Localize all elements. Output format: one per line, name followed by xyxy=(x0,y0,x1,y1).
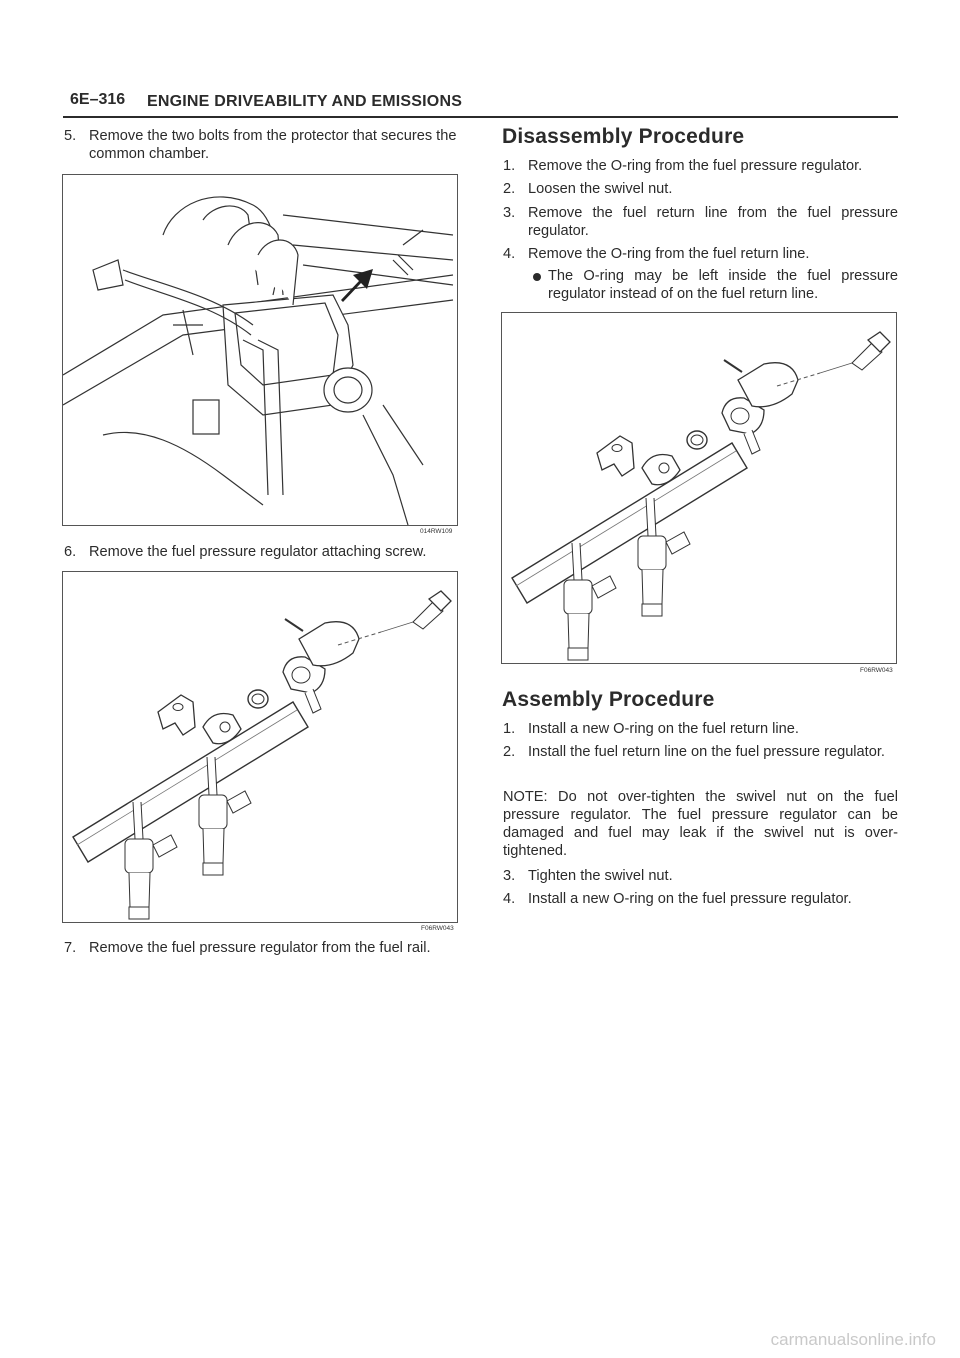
step-number: 7. xyxy=(64,940,77,956)
header-rule xyxy=(63,116,898,118)
figure-regulator-screw xyxy=(62,571,458,923)
step-text: Remove the O-ring from the fuel return line. xyxy=(528,246,810,262)
step-number: 6. xyxy=(64,544,77,560)
step-5 xyxy=(64,127,462,167)
step-6 xyxy=(64,543,462,563)
assembly-heading: Assembly Procedure xyxy=(502,688,715,711)
disassembly-heading: Disassembly Procedure xyxy=(502,125,745,148)
step-number: 2. xyxy=(503,181,516,197)
step-number: 5. xyxy=(64,128,77,144)
figure-code: F06RW043 xyxy=(421,925,454,932)
step-number: 1. xyxy=(503,721,516,737)
site-watermark: carmanualsonline.info xyxy=(770,1330,936,1349)
assembly-step-2 xyxy=(503,743,898,783)
bullet-icon xyxy=(533,273,541,281)
step-text: Remove the O-ring from the fuel pressure regulator. xyxy=(528,158,863,174)
section-title: ENGINE DRIVEABILITY AND EMISSIONS xyxy=(147,93,463,110)
step-number: 4. xyxy=(503,891,516,907)
fuel-rail-illustration xyxy=(502,313,896,663)
caution-note: NOTE: Do not over-tighten the swivel nut on the fuel pressure regulator. The fuel pressure regulator can be damaged and fuel may leak if the swivel nut is over-tightened. xyxy=(503,789,898,859)
step-number: 3. xyxy=(503,205,516,221)
assembly-step-3 xyxy=(503,867,898,887)
step-text: Install a new O-ring on the fuel pressure regulator. xyxy=(528,891,852,907)
step-number: 2. xyxy=(503,744,516,760)
figure-protector-bolts xyxy=(62,174,458,526)
step-text: Tighten the swivel nut. xyxy=(528,868,673,884)
step-text: Remove the two bolts from the protector that secures the common chamber. xyxy=(89,128,457,162)
step-text: Remove the fuel return line from the fuel pressure regulator. xyxy=(528,205,898,239)
figure-regulator-removal xyxy=(501,312,897,664)
bullet-note: The O-ring may be left inside the fuel pressure regulator instead of on the fuel return line. xyxy=(548,268,898,302)
step-text: Loosen the swivel nut. xyxy=(528,181,673,197)
disassembly-step-2 xyxy=(503,180,898,200)
step-number: 1. xyxy=(503,158,516,174)
step-text: Install the fuel return line on the fuel pressure regulator. xyxy=(528,744,885,760)
step-text: Remove the fuel pressure regulator from the fuel rail. xyxy=(89,940,431,956)
disassembly-step-4 xyxy=(503,245,898,265)
assembly-step-4 xyxy=(503,890,898,910)
page-number: 6E–316 xyxy=(70,91,126,108)
step-text: Install a new O-ring on the fuel return line. xyxy=(528,721,799,737)
step-7 xyxy=(64,939,462,959)
engine-illustration xyxy=(63,175,457,525)
disassembly-step-1 xyxy=(503,157,898,177)
step-text: Remove the fuel pressure regulator attaching screw. xyxy=(89,544,427,560)
assembly-step-1 xyxy=(503,720,898,740)
step-number: 4. xyxy=(503,246,516,262)
figure-code: F06RW043 xyxy=(860,667,893,674)
fuel-rail-illustration xyxy=(63,572,457,922)
disassembly-step-3 xyxy=(503,204,898,244)
step-number: 3. xyxy=(503,868,516,884)
figure-code: 014RW109 xyxy=(420,528,453,535)
